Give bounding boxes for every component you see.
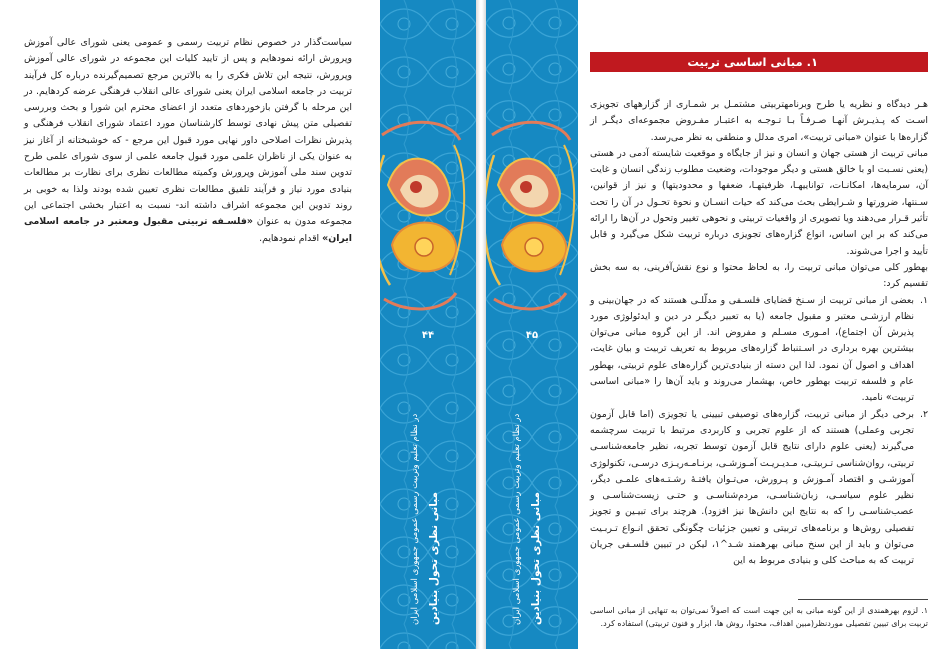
list-item-text: بعضی از مبانی تربیت از سـنخ قضایای فلسـفی و مدلّلـی هستند که در جهان‌بینی و نظام ارزشـی معتبر و مقبول جامعه (یا به تعبیر دیگـر در دین و ایدئولوژی مورد پذیرش آن اجتماع)، امـوری مسـلم و مفروض اند. از این گروه مبانی می‌توان بیشترین بهره برداری در اسـتنباط گزاره‌های مربوط به تعریف تربیت و بیان غایت، اهداف و اصول آن نمود. لذا این دسته از بنیادی‌ترین گزاره‌های علوم تربیتی، بهطور عام و فلسفه تربیت بهطور خاص، بهشمار می‌روند و باید آن‌ها را «مبانی اساسی تربیت» نامید.: [590, 294, 914, 404]
left-page-closing: اقدام نمودهایم.: [259, 232, 320, 244]
book-gutter: [476, 0, 486, 649]
list-item-number: ۲.: [919, 408, 928, 420]
spine-title-left: مبانی نظری تحول بنیادین: [428, 491, 440, 625]
footnote-divider: [798, 599, 928, 600]
list-item: [590, 407, 928, 570]
list-item: [590, 293, 928, 407]
list-item-number: ۱.: [919, 294, 928, 306]
list-item-text: برخی دیگر از مبانی تربیت، گزاره‌های توصیفی تبیینی یا تجویزی (اما قابل آزمون تجربی وعملی) هستند که از علوم تجربی و کاربردی مرتبط با تربیت سرچشمه می‌گیرند (یعنی علوم دارای نتایج قابل آزمون توسط تجربه، نظیر جامعه‌شناسـی تربیتی، روان‌شناسی تـربیتـی، مـدیـریـت آمـوزشـی، برنـامـه‌ریـزی درسـی، تکنولوژی آموزشـی و اقتصاد آمـوزش و پـرورش، می‌تـوان یافتـهٔ رشـتـه‌های علمـی دیگر، نظیر علوم سیاسـی، زبان‌شناسـی، مردم‌شناسـی و حتـی زیست‌شناسـی و عصب‌شناسـی را که به نتایج این دانش‌ها نیز افزود). هرچند برای تبیـین و تجویز تفصیلی روش‌ها و برنامه‌های تربیتی و تعیین جزئیات چگونگی تحقق انـواع تـربـیت می‌توان و باید از این سنخ مبانی بهرهمند شـد^۱، لیکن در تبیین فلسـفی جریان تربیت که به مباحث کلی و بنیادی مربوط به این: [590, 408, 914, 567]
spine-subtitle-left: در نظام تعلیم وتربیت رسمی عمومی جمهوری اسلامی ایران: [410, 413, 420, 625]
left-page-paragraph: [24, 35, 352, 247]
paragraph-3: بهطور کلی می‌توان مبانی تربیت را، به لحاظ محتوا و نوع نقش‌آفرینی، به سه بخش تقسیم کرد:: [590, 261, 928, 290]
left-page-body: سیاست‌گذار در خصوص نظام تربیت رسمی و عمومی یعنی شورای عالی آموزش وپرورش ارائه نمودهایم و پس از تایید کلیات این مجموعه در شورای عالی آموزش وپرورش، نتیجه این تلاش فکری را به بالاترین مرجع تصمیم‌گیرنده درباره کل فرآیند تربیت در جامعه اسلامی ایران یعنی شورای عالی انقلاب فرهنگی عرضه کردهایم. در این مرحله با گرفتن بازخوردهای متعدد از اعضای محترم این شورا و بحث وبررسی تفصیلی متن پیش نهادی توسط کارشناسان مورد اعتماد شورای انقلاب فرهنگی و پذیرش نظرات اصلاحی داور نهایی مورد قبول این مرجع - که خوشبختانه از آغاز نیز به عنوان یکی از ناظران علمی مورد قبول جامعه علمی از سوی شورای علمی طرح تدوین سند ملی آموزش وپرورش وکمیته مطالعات نظری برای نظارت بر مطالعات بنیادی مورد نیاز و فرآیند تلفیق مطالعات نظری تعیین شده بودند ولذا به خوبی بر روند تدوین این مجموعه اشراف داشته اند- نسبت به اعتبار بخشی اجتماعی این مجموعه مدون به عنوان: [24, 37, 353, 228]
footnote: ۱. لزوم بهرهمندی از این گونه مبانی به این جهت است که اصولاً نمی‌توان به تنهایی از مبانی اساسی تربیت برای تبیین تفصیلی موردنظر(مبین اهداف، محتوا، روش ها، ابزار و فنون تربیتی) استفاده کرد.: [590, 606, 928, 628]
left-spine-band: [380, 0, 476, 649]
spine-subtitle-right: در نظام تعلیم وتربیت رسمی عمومی جمهوری اسلامی ایران: [512, 413, 522, 625]
page-number-left: ۴۴: [421, 330, 435, 341]
page-number-right: ۴۵: [525, 330, 539, 341]
right-spine-band: [486, 0, 578, 649]
right-page-body: [590, 97, 928, 570]
spine-title-right: مبانی نظری تحول بنیادین: [530, 491, 542, 625]
section-heading: ۱. مبانی اساسی تربیت: [590, 52, 928, 72]
paragraph-1: هـر دیدگاه و نظریه یا طرح وبرنامهتربیتی مشتمـل بر شمـاری از گزارههای تجویزی اسـت که پـذیـرش آنهـا صـرفـاً بـا تـوجـه به اعتبـار مفـروض مجموعه‌ای دیگـر از گزاره‌ها با عنوان «مبانی تربیت»، امری مدلل و منطقی به نظر می‌رسد.: [590, 99, 928, 143]
paragraph-2: مبانی تربیت از هستی جهان و انسان و نیز از جایگاه و موقعیت شایسته آدمی در هستی (یعنی نسـبت او با خالق هستی و دیگر موجودات، وضعیت مطلوب زندگی انسان و غایت آن، سرمایه‌ها، امکانـات، تواناییهـا، ظرفیتهـا، ضعفها و محدودیتها) و نیز از قوانین، سـنتها، ضرورتها و شـرایطی بحث می‌کند که حیات انسـان و نحوة تحـول در آن را تحت تأثیر قـرار می‌دهند ویا تصویری از واقعیات تربیتی و نحوهی تغییر وتحول در آن‌ها را ارائه می‌کند که بر این اساس، انواع گزاره‌های تجویزی درباره تربیت شکل می‌گیرد و قابل تأیید و اجرا می‌شوند.: [590, 147, 928, 257]
left-page-bold-phrase: «فلسـفه تربیتی مقبول ومعتبر در جامعه اسلامی ایران»: [24, 216, 352, 244]
left-page: [0, 0, 380, 649]
